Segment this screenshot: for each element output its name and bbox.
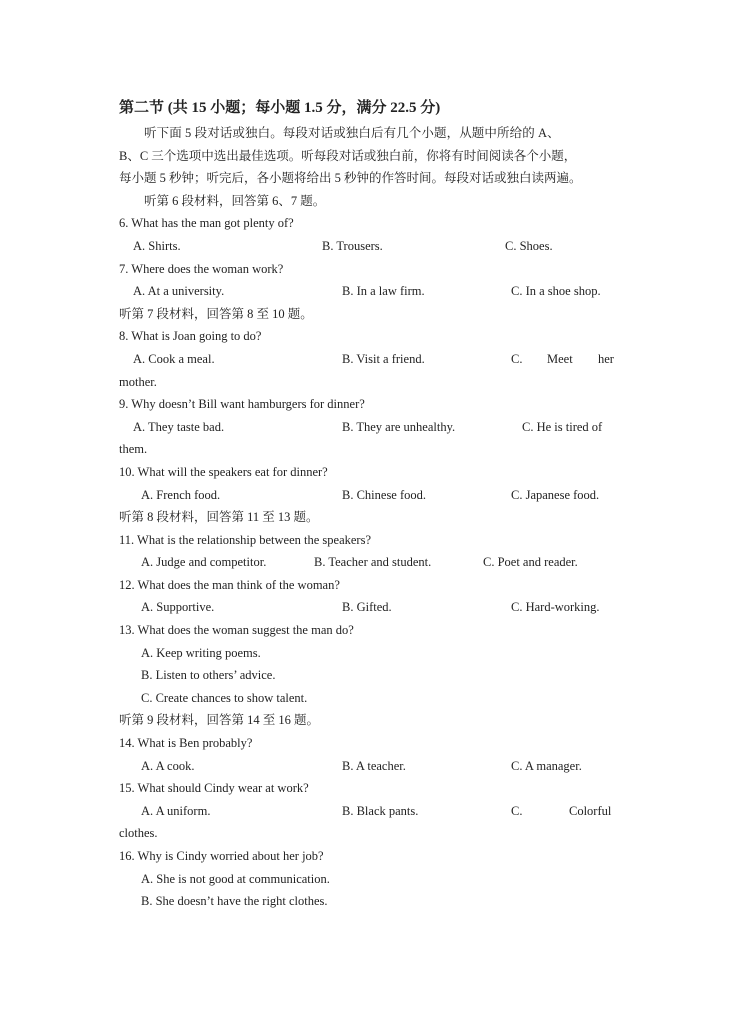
- option-b: B. A teacher.: [342, 758, 406, 773]
- option-c-continued: mother.: [119, 374, 157, 389]
- option-c: C. Poet and reader.: [483, 555, 578, 570]
- option-a: A. Shirts.: [133, 238, 181, 253]
- question-16: 16. Why is Cindy worried about her job?: [119, 849, 324, 863]
- option-b: B. They are unhealthy.: [342, 419, 456, 434]
- question-11: 11. What is the relationship between the speakers?: [119, 532, 372, 547]
- group-heading: 听第 8 段材料，回答第 11 至 13 题。: [119, 510, 319, 525]
- options-row: [119, 596, 619, 619]
- option-b: B. Listen to others’ advice.: [141, 668, 276, 683]
- option-b: B. In a law firm.: [342, 284, 425, 299]
- instruction-line-1: 听下面 5 段对话或独白。每段对话或独白后有几个小题，从题中所给的 A、: [144, 126, 560, 140]
- question-9: 9. Why doesn’t Bill want hamburgers for dinner?: [119, 397, 365, 412]
- listening-section: [119, 96, 619, 913]
- option-b: B. Trousers.: [322, 238, 383, 253]
- question-7: 7. Where does the woman work?: [119, 261, 284, 276]
- question-8: 8. What is Joan going to do?: [119, 329, 262, 344]
- instruction-line-2: B、C 三个选项中选出最佳选项。听每段对话或独白前，你将有时间阅读各个小题，: [119, 148, 577, 163]
- question-13: 13. What does the woman suggest the man do?: [119, 623, 354, 638]
- option-a: A. Cook a meal.: [133, 351, 215, 366]
- options-row: [119, 416, 619, 439]
- option-c: C. Shoes.: [505, 238, 553, 253]
- option-a: A. A uniform.: [141, 803, 211, 818]
- option-c-word: Meet: [547, 351, 573, 366]
- options-row: [119, 755, 619, 778]
- group-heading: 听第 9 段材料，回答第 14 至 16 题。: [119, 713, 320, 728]
- instruction-line-3: 每小题 5 秒钟；听完后，各小题将给出 5 秒钟的作答时间。每段对话或独白读两遍。: [119, 171, 582, 186]
- question-15: 15. What should Cindy wear at work?: [119, 781, 309, 796]
- option-c: C. Hard-working.: [511, 600, 600, 615]
- option-b: B. Teacher and student.: [314, 555, 432, 570]
- option-a: A. They taste bad.: [133, 419, 225, 434]
- options-row: [119, 800, 619, 823]
- question-12: 12. What does the man think of the woman?: [119, 577, 340, 592]
- option-a: A. Judge and competitor.: [141, 555, 267, 570]
- options-row: [119, 280, 619, 303]
- question-10: 10. What will the speakers eat for dinner?: [119, 464, 328, 479]
- option-c: C. Japanese food.: [511, 487, 600, 502]
- option-c: C. A manager.: [511, 758, 582, 773]
- option-a: A. She is not good at communication.: [141, 871, 330, 886]
- option-a: A. Keep writing poems.: [141, 645, 261, 660]
- option-b: B. Visit a friend.: [342, 351, 425, 366]
- option-a: A. Supportive.: [141, 600, 215, 615]
- option-c: C. He is tired of: [522, 419, 603, 434]
- option-b: B. Black pants.: [342, 803, 419, 818]
- group-heading: 听第 6 段材料，回答第 6、7 题。: [144, 193, 326, 208]
- options-row: [119, 235, 619, 258]
- option-c-continued: clothes.: [119, 826, 158, 841]
- options-row: [119, 551, 619, 574]
- option-b: B. Gifted.: [342, 600, 392, 615]
- options-row: [119, 484, 619, 507]
- option-c-letter: C.: [511, 803, 523, 818]
- option-b: B. Chinese food.: [342, 487, 427, 502]
- option-c: C. In a shoe shop.: [511, 284, 601, 299]
- option-a: A. At a university.: [133, 284, 225, 299]
- option-a: A. French food.: [141, 487, 221, 502]
- option-c-word: her: [598, 351, 614, 366]
- option-b: B. She doesn’t have the right clothes.: [141, 894, 328, 909]
- option-c-continued: them.: [119, 442, 148, 457]
- option-c-word: Colorful: [569, 803, 612, 818]
- section-title: 第二节 (共 15 小题；每小题 1.5 分，满分 22.5 分): [119, 100, 441, 116]
- question-14: 14. What is Ben probably?: [119, 736, 253, 751]
- options-row: [119, 348, 619, 371]
- option-a: A. A cook.: [141, 758, 195, 773]
- option-c: C. Create chances to show talent.: [141, 690, 308, 705]
- question-6: 6. What has the man got plenty of?: [119, 216, 294, 231]
- option-c-letter: C.: [511, 351, 523, 366]
- group-heading: 听第 7 段材料，回答第 8 至 10 题。: [119, 306, 313, 321]
